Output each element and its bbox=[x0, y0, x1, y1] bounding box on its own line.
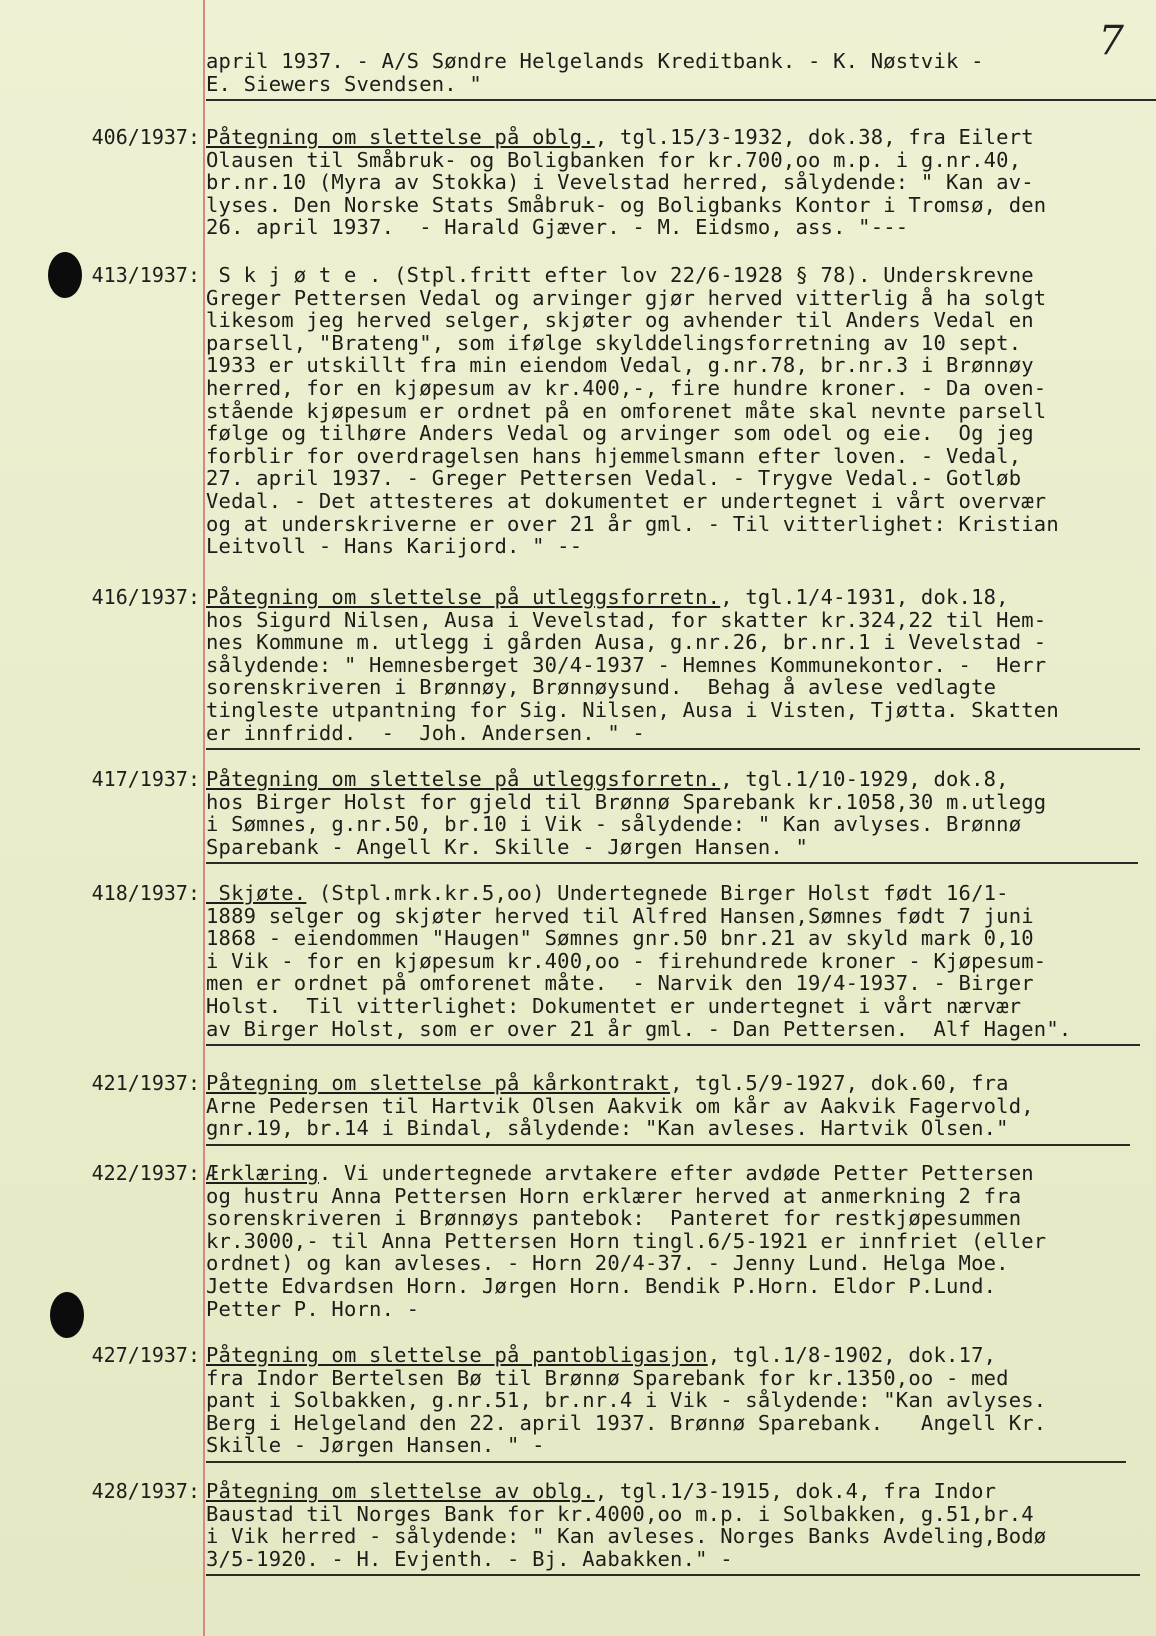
entry-heading: Påtegning om slettelse på utleggsforretn. bbox=[206, 767, 721, 791]
entry-number: 406/1937: bbox=[91, 125, 200, 149]
entry-line-text: 1889 selger og skjøter herved til Alfred Hansen,Sømnes født 7 juni bbox=[206, 903, 1034, 928]
entry-line bbox=[206, 1434, 1152, 1457]
entry-line bbox=[206, 490, 1152, 513]
entry-line-text: men er ordnet på omforenet måte. - Narvik den 19/4-1937. - Birger bbox=[206, 971, 1034, 996]
entry-line bbox=[206, 995, 1152, 1018]
margin-line bbox=[203, 0, 205, 1636]
entry-line bbox=[206, 1117, 1152, 1140]
entry-line-text: Holst. Til vitterlighet: Dokumentet er undertegnet i vårt nærvær bbox=[206, 993, 1022, 1018]
entry-line-text: gnr.19, br.14 i Bindal, sålydende: "Kan avleses. Hartvik Olsen." bbox=[206, 1116, 1009, 1141]
entry-text bbox=[206, 1480, 1152, 1570]
entry-line bbox=[206, 1389, 1152, 1412]
entry-line bbox=[206, 287, 1152, 310]
entry-text bbox=[206, 1344, 1152, 1457]
entry-line bbox=[206, 1344, 1152, 1367]
entry-heading: Skjøte. bbox=[206, 881, 307, 905]
entry-line-text: , tgl.1/8-1902, dok.17, bbox=[707, 1343, 997, 1367]
entry-line bbox=[206, 1018, 1152, 1041]
entry-line-text: sorenskriveren i Brønnøy, Brønnøysund. Behag å avlese vedlagte bbox=[206, 675, 997, 700]
entry-line bbox=[206, 216, 1152, 239]
entry-line-text: S k j ø t e . (Stpl.fritt efter lov 22/6-1928 § 78). Underskrevne bbox=[206, 263, 1034, 287]
entry-line bbox=[206, 1412, 1152, 1435]
entry-line-text: tingleste utpantning for Sig. Nilsen, Ausa i Visten, Tjøtta. Skatten bbox=[206, 697, 1059, 722]
entry-heading: Påtegning om slettelse på pantobligasjon bbox=[206, 1343, 708, 1367]
entry-heading: Påtegning om slettelse på kårkontrakt bbox=[206, 1071, 671, 1095]
entry-line bbox=[206, 264, 1152, 287]
entry-line-text: Petter P. Horn. - bbox=[206, 1296, 420, 1321]
entry-line-text: og hustru Anna Pettersen Horn erklærer herved at anmerkning 2 fra bbox=[206, 1183, 1022, 1208]
entry-line bbox=[206, 609, 1152, 632]
entry-line bbox=[206, 149, 1152, 172]
entry-line bbox=[206, 699, 1152, 722]
entry-line-text: stående kjøpesum er ordnet på en omforenet måte skal nevnte parsell bbox=[206, 398, 1047, 423]
entry-separator bbox=[206, 99, 1156, 101]
entry-line bbox=[206, 400, 1152, 423]
entry-line-text: E. Siewers Svendsen. " bbox=[206, 71, 482, 96]
entry-number: 422/1937: bbox=[91, 1161, 200, 1185]
entry-line bbox=[206, 1207, 1152, 1230]
entry-line-text: . Vi undertegnede arvtakere efter avdøde Petter Pettersen bbox=[318, 1161, 1034, 1185]
entry-separator bbox=[206, 1461, 1126, 1463]
entry-line bbox=[206, 1548, 1152, 1571]
entry-line-text: , tgl.5/9-1927, dok.60, fra bbox=[670, 1071, 1009, 1095]
entry-line-text: og at underskriverne er over 21 år gml. - Til vitterlighet: Kristian bbox=[206, 511, 1059, 536]
entry-number: 416/1937: bbox=[91, 585, 200, 609]
entry-line-text: br.nr.10 (Myra av Stokka) i Vevelstad herred, sålydende: " Kan av- bbox=[206, 170, 1034, 195]
entry-line bbox=[206, 1275, 1152, 1298]
entry-line bbox=[206, 722, 1152, 745]
entry-line-text: ordnet) og kan avleses. - Horn 20/4-37. - Jenny Lund. Helga Moe. bbox=[206, 1251, 1009, 1276]
entry-line bbox=[206, 467, 1152, 490]
entry-line-text: kr.3000,- til Anna Pettersen Horn tingl.6/5-1921 er innfriet (eller bbox=[206, 1228, 1047, 1253]
entry-line-text: i Sømnes, g.nr.50, br.10 i Vik - sålydende: " Kan avlyses. Brønnø bbox=[206, 812, 1022, 837]
entry-line bbox=[206, 535, 1152, 558]
entry-heading: Påtegning om slettelse på oblg. bbox=[206, 125, 595, 149]
entry-line-text: likesom jeg herved selger, skjøter og avhender til Anders Vedal en bbox=[206, 308, 1034, 333]
entry-number: 428/1937: bbox=[91, 1479, 200, 1503]
entry-line bbox=[206, 354, 1152, 377]
entry-separator bbox=[206, 1574, 1140, 1576]
entry-line-text: 26. april 1937. - Harald Gjæver. - M. Eidsmo, ass. "--- bbox=[206, 215, 909, 240]
entry-line bbox=[206, 654, 1152, 677]
entry-text bbox=[206, 1162, 1152, 1320]
entry-line-text: fra Indor Bertelsen Bø til Brønnø Sparebank for kr.1350,oo - med bbox=[206, 1365, 1009, 1390]
entry-line-text: Olausen til Småbruk- og Boligbanken for kr.700,oo m.p. i g.nr.40, bbox=[206, 147, 1022, 172]
entry-line-text: pant i Solbakken, g.nr.51, br.nr.4 i Vik - sålydende: "Kan avlyses. bbox=[206, 1388, 1047, 1413]
entry-line bbox=[206, 1072, 1152, 1095]
entry-line bbox=[206, 631, 1152, 654]
entry-line-text: 1868 - eiendommen "Haugen" Sømnes gnr.50 bnr.21 av skyld mark 0,10 bbox=[206, 926, 1034, 951]
entry-line-text: Greger Pettersen Vedal og arvinger gjør herved vitterlig å ha solgt bbox=[206, 285, 1047, 310]
entry-heading: Påtegning om slettelse på utleggsforretn. bbox=[206, 585, 721, 609]
entry-line-text: i Vik - for en kjøpesum kr.400,oo - firehundrede kroner - Kjøpesum- bbox=[206, 948, 1047, 973]
entry-line-text: Berg i Helgeland den 22. april 1937. Brønnø Sparebank. Angell Kr. bbox=[206, 1410, 1047, 1435]
entry-line bbox=[206, 1525, 1152, 1548]
entry-line bbox=[206, 1367, 1152, 1390]
entry-line-text: 1933 er utskillt fra min eiendom Vedal, g.nr.78, br.nr.3 i Brønnøy bbox=[206, 353, 1034, 378]
entry-line bbox=[206, 836, 1152, 859]
entry-line bbox=[206, 377, 1152, 400]
entry-text bbox=[206, 126, 1152, 239]
entry-line-text: april 1937. - A/S Søndre Helgelands Kreditbank. - K. Nøstvik - bbox=[206, 49, 984, 73]
entry-line-text: Baustad til Norges Bank for kr.4000,oo m.p. i Solbakken, g.51,br.4 bbox=[206, 1501, 1034, 1526]
entry-line-text: Skille - Jørgen Hansen. " - bbox=[206, 1433, 545, 1458]
entry-line bbox=[206, 1185, 1152, 1208]
entry-line bbox=[206, 1480, 1152, 1503]
entry-line bbox=[206, 1230, 1152, 1253]
entry-number: 417/1937: bbox=[91, 767, 200, 791]
entry-line bbox=[206, 768, 1152, 791]
entry-line bbox=[206, 1298, 1152, 1321]
page-number: 7 bbox=[1098, 18, 1124, 64]
entry-line bbox=[206, 586, 1152, 609]
entry-text bbox=[206, 264, 1152, 558]
entry-line bbox=[206, 332, 1152, 355]
entry-line-text: herred, for en kjøpesum av kr.400,-, fire hundre kroner. - Da oven- bbox=[206, 375, 1047, 400]
entry-line-text: forblir for overdragelsen hans hjemmelsmann efter loven. - Vedal, bbox=[206, 443, 1022, 468]
entry-line-text: følge og tilhøre Anders Vedal og arvinger som odel og eie. Og jeg bbox=[206, 421, 1034, 446]
entry-line bbox=[206, 1095, 1152, 1118]
entry-line bbox=[206, 126, 1152, 149]
entry-line bbox=[206, 813, 1152, 836]
entry-line bbox=[206, 309, 1152, 332]
entry-number: 421/1937: bbox=[91, 1071, 200, 1095]
entry-line bbox=[206, 445, 1152, 468]
entry-line bbox=[206, 676, 1152, 699]
entry-heading: Påtegning om slettelse av oblg. bbox=[206, 1479, 595, 1503]
entry-line bbox=[206, 882, 1152, 905]
entry-line-text: , tgl.1/10-1929, dok.8, bbox=[720, 767, 1009, 791]
entry-line-text: , tgl.15/3-1932, dok.38, fra Eilert bbox=[594, 125, 1034, 149]
entry-line bbox=[206, 50, 1152, 73]
entry-line bbox=[206, 422, 1152, 445]
entry-line bbox=[206, 972, 1152, 995]
entry-separator bbox=[206, 1144, 1130, 1146]
entry-line-text: Jette Edvardsen Horn. Jørgen Horn. Bendik P.Horn. Eldor P.Lund. bbox=[206, 1273, 997, 1298]
entry-line bbox=[206, 194, 1152, 217]
entry-line-text: , tgl.1/3-1915, dok.4, fra Indor bbox=[594, 1479, 997, 1503]
entry-line-text: 27. april 1937. - Greger Pettersen Vedal. - Trygve Vedal.- Gotløb bbox=[206, 466, 1022, 491]
entry-line-text: parsell, "Brateng", som ifølge skylddelingsforretning av 10 sept. bbox=[206, 330, 1022, 355]
entry-line-text: sålydende: " Hemnesberget 30/4-1937 - Hemnes Kommunekontor. - Herr bbox=[206, 652, 1047, 677]
entry-line-text: er innfridd. - Joh. Andersen. " - bbox=[206, 720, 645, 745]
entry-line-text: av Birger Holst, som er over 21 år gml. - Dan Pettersen. Alf Hagen". bbox=[206, 1016, 1072, 1041]
entry-line-text: lyses. Den Norske Stats Småbruk- og Boligbanks Kontor i Tromsø, den bbox=[206, 192, 1047, 217]
entry-text bbox=[206, 50, 1152, 95]
entry-text bbox=[206, 768, 1152, 858]
entry-line bbox=[206, 927, 1152, 950]
entry-line bbox=[206, 171, 1152, 194]
entry-text bbox=[206, 882, 1152, 1040]
entry-line-text: hos Birger Holst for gjeld til Brønnø Sparebank kr.1058,30 m.utlegg bbox=[206, 789, 1047, 814]
entry-text bbox=[206, 1072, 1152, 1140]
entry-line bbox=[206, 950, 1152, 973]
entry-line bbox=[206, 791, 1152, 814]
entry-number: 413/1937: bbox=[91, 263, 200, 287]
entry-line bbox=[206, 513, 1152, 536]
entry-number: 418/1937: bbox=[91, 881, 200, 905]
entry-separator bbox=[206, 748, 1140, 750]
entry-line bbox=[206, 73, 1152, 96]
entry-line bbox=[206, 1503, 1152, 1526]
entry-line-text: Leitvoll - Hans Karijord. " -- bbox=[206, 534, 583, 559]
entry-line-text: nes Kommune m. utlegg i gården Ausa, g.nr.26, br.nr.1 i Vevelstad - bbox=[206, 630, 1047, 655]
entry-text bbox=[206, 586, 1152, 744]
entry-line-text: sorenskriveren i Brønnøys pantebok: Panteret for restkjøpesummen bbox=[206, 1206, 1022, 1231]
entry-line bbox=[206, 1162, 1152, 1185]
entry-line-text: 3/5-1920. - H. Evjenth. - Bj. Aabakken." - bbox=[206, 1546, 733, 1571]
entry-line bbox=[206, 905, 1152, 928]
entry-line-text: Arne Pedersen til Hartvik Olsen Aakvik om kår av Aakvik Fagervold, bbox=[206, 1093, 1034, 1118]
entry-line bbox=[206, 1252, 1152, 1275]
entry-heading: Ærklæring bbox=[206, 1161, 319, 1185]
entry-line-text: i Vik herred - sålydende: " Kan avleses. Norges Banks Avdeling,Bodø bbox=[206, 1524, 1047, 1549]
entry-line-text: Vedal. - Det attesteres at dokumentet er undertegnet i vårt overvær bbox=[206, 488, 1047, 513]
entry-line-text: Sparebank - Angell Kr. Skille - Jørgen Hansen. " bbox=[206, 834, 809, 859]
punch-hole bbox=[50, 1292, 84, 1338]
entry-separator bbox=[206, 862, 1138, 864]
entry-number: 427/1937: bbox=[91, 1343, 200, 1367]
entry-line-text: (Stpl.mrk.kr.5,oo) Undertegnede Birger Holst født 16/1- bbox=[306, 881, 1009, 905]
entry-separator bbox=[206, 1044, 1140, 1046]
entry-line-text: hos Sigurd Nilsen, Ausa i Vevelstad, for skatter kr.324,22 til Hem- bbox=[206, 607, 1047, 632]
entry-line-text: , tgl.1/4-1931, dok.18, bbox=[720, 585, 1009, 609]
